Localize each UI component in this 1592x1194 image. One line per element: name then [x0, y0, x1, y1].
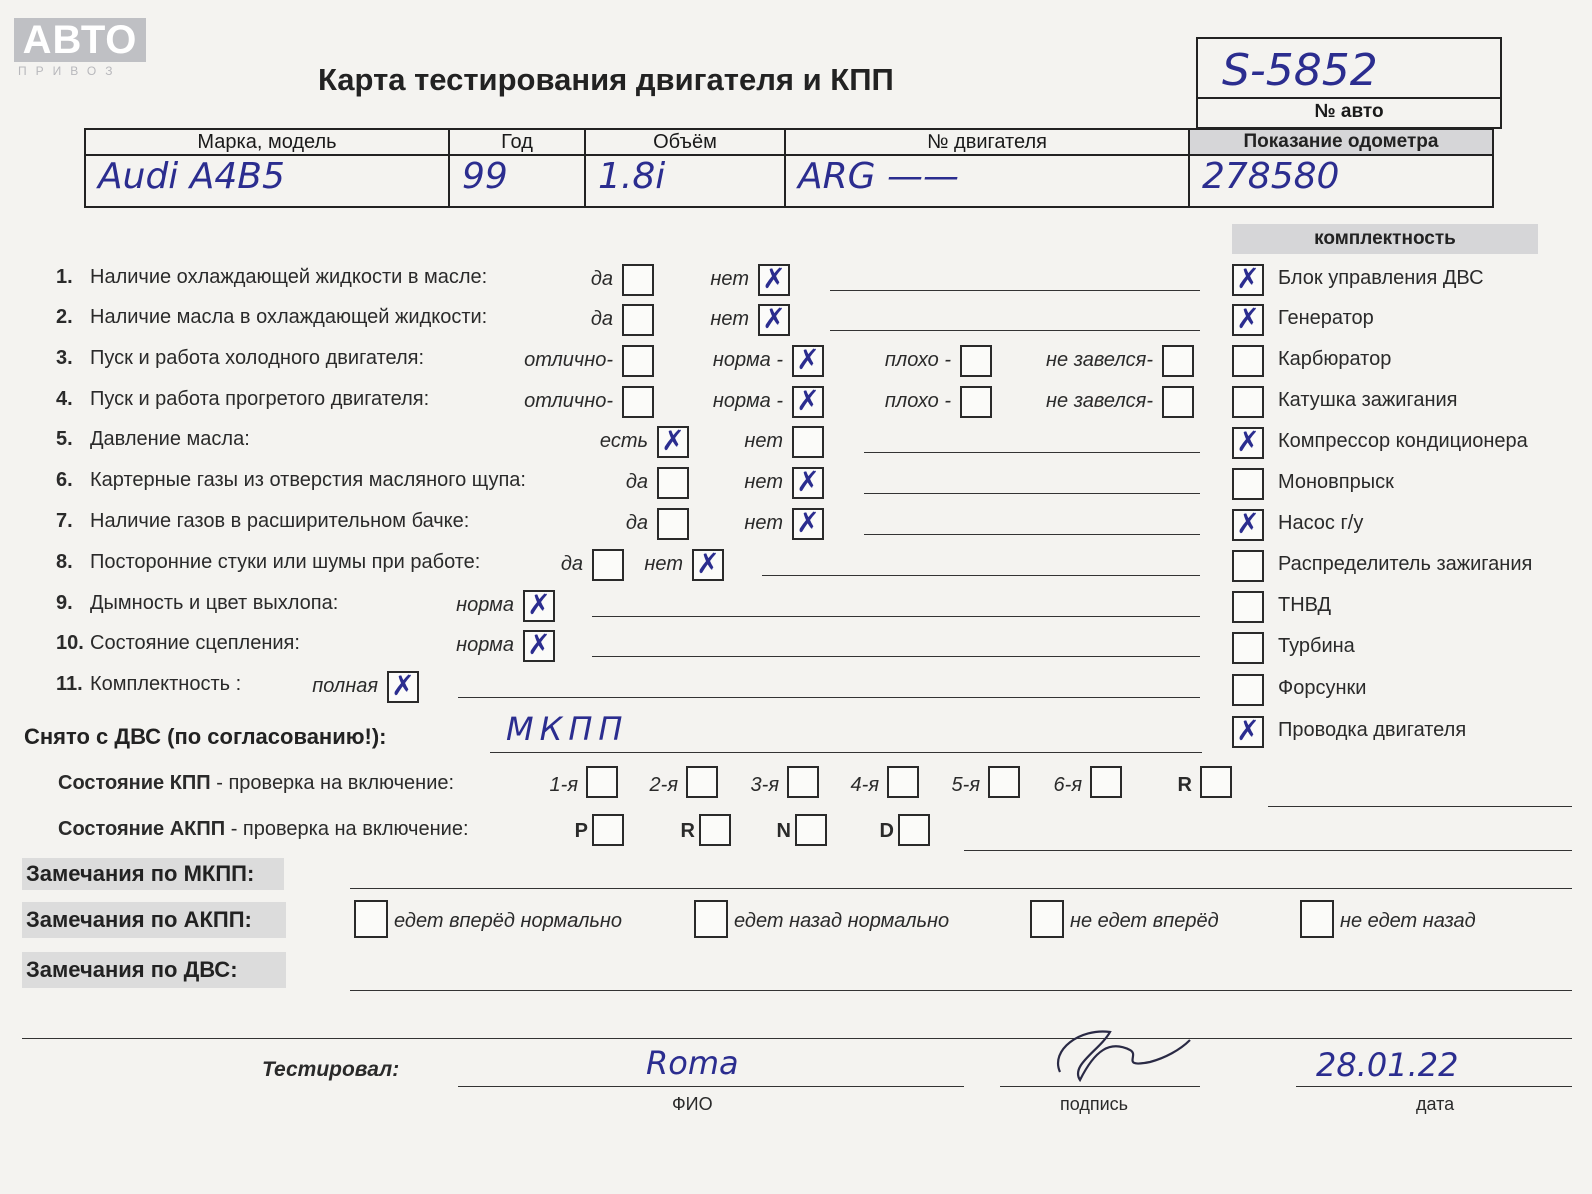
vehicle-header-table	[84, 128, 1494, 208]
check-label: Наличие охлаждающей жидкости в масле:	[90, 266, 488, 288]
option-label: норма	[456, 634, 514, 656]
completeness-checkbox[interactable]	[1232, 427, 1264, 459]
option-checkbox[interactable]	[523, 630, 555, 662]
completeness-checkbox[interactable]	[1232, 591, 1264, 623]
option-checkbox[interactable]	[758, 264, 790, 296]
name-caption: ФИО	[672, 1094, 713, 1114]
check-label: Пуск и работа прогретого двигателя:	[90, 388, 430, 410]
check-mark: ✗	[1236, 425, 1260, 458]
kpp-gear-checkbox[interactable]	[887, 766, 919, 798]
check-number: 5.	[56, 428, 73, 450]
col-volume: Объём	[653, 131, 717, 153]
option-checkbox[interactable]	[592, 549, 624, 581]
akpp-gear-label: D	[879, 820, 894, 842]
check-mark: ✗	[527, 628, 551, 661]
check-label: Состояние сцепления:	[90, 632, 300, 654]
col-engine: № двигателя	[927, 131, 1047, 153]
col-make: Марка, модель	[197, 131, 337, 153]
option-checkbox[interactable]	[1162, 386, 1194, 418]
akpp-remark-label: едет назад нормально	[734, 910, 950, 932]
akpp-label-bold: Состояние АКПП	[58, 818, 226, 840]
completeness-checkbox[interactable]	[1232, 264, 1264, 296]
option-checkbox[interactable]	[622, 386, 654, 418]
completeness-checkbox[interactable]	[1232, 345, 1264, 377]
check-mark: ✗	[391, 669, 415, 702]
remarks-dvs-label: Замечания по ДВС:	[22, 952, 286, 988]
option-checkbox[interactable]	[657, 508, 689, 540]
option-label: отлично-	[524, 390, 613, 412]
completeness-checkbox[interactable]	[1232, 550, 1264, 582]
completeness-item-label: Распределитель зажигания	[1278, 553, 1533, 575]
check-mark: ✗	[762, 262, 786, 295]
tester-name: Roma	[646, 1044, 739, 1082]
option-label: плохо -	[884, 349, 951, 371]
check-number: 9.	[56, 592, 73, 614]
akpp-gear-checkbox[interactable]	[795, 814, 827, 846]
option-checkbox[interactable]	[387, 671, 419, 703]
kpp-gear-label: R	[1177, 774, 1192, 796]
option-checkbox[interactable]	[792, 386, 824, 418]
akpp-gear-checkbox[interactable]	[898, 814, 930, 846]
akpp-gear-checkbox[interactable]	[699, 814, 731, 846]
check-label: Пуск и работа холодного двигателя:	[90, 347, 425, 369]
completeness-checkbox[interactable]	[1232, 468, 1264, 500]
check-number: 4.	[56, 388, 73, 410]
completeness-title: комплектность	[1232, 224, 1538, 254]
answer-line	[458, 697, 1200, 698]
option-label: нет	[710, 268, 749, 290]
sign-caption: подпись	[1060, 1094, 1129, 1114]
option-checkbox[interactable]	[792, 508, 824, 540]
check-number: 6.	[56, 469, 73, 491]
option-checkbox[interactable]	[523, 590, 555, 622]
check-mark: ✗	[796, 506, 820, 539]
akpp-gear-label: R	[680, 820, 695, 842]
akpp-remark-label: не едет вперёд	[1070, 910, 1219, 932]
remarks-akpp-label: Замечания по АКПП:	[22, 902, 286, 938]
completeness-checkbox[interactable]	[1232, 674, 1264, 706]
auto-number-value: S-5852	[1222, 45, 1378, 96]
date-caption: дата	[1416, 1094, 1455, 1114]
option-checkbox[interactable]	[692, 549, 724, 581]
check-number: 8.	[56, 551, 73, 573]
completeness-checkbox[interactable]	[1232, 509, 1264, 541]
akpp-remark-checkbox[interactable]	[1030, 900, 1064, 938]
kpp-label	[58, 772, 454, 795]
completeness-item-label: Компрессор кондиционера	[1278, 430, 1528, 452]
option-label: нет	[744, 430, 783, 452]
check-number: 7.	[56, 510, 73, 532]
kpp-gear-label: 1-я	[549, 774, 578, 796]
value-odometer: 278580	[1202, 156, 1340, 197]
option-checkbox[interactable]	[960, 345, 992, 377]
kpp-gear-label: 2-я	[649, 774, 678, 796]
option-label: не завелся-	[1046, 349, 1153, 371]
akpp-gear-label: N	[776, 820, 791, 842]
check-label: Наличие газов в расширительном бачке:	[90, 510, 470, 532]
option-checkbox[interactable]	[657, 426, 689, 458]
auto-number-box	[1196, 37, 1502, 129]
check-number: 2.	[56, 306, 73, 328]
signature	[1040, 1010, 1200, 1090]
check-number: 3.	[56, 347, 73, 369]
option-label: да	[590, 268, 613, 290]
kpp-gear-label: 3-я	[750, 774, 779, 796]
remarks-mkpp-label: Замечания по МКПП:	[22, 858, 284, 890]
option-checkbox[interactable]	[792, 426, 824, 458]
answer-line	[830, 290, 1200, 291]
check-label: Давление масла:	[90, 428, 250, 450]
kpp-gear-checkbox[interactable]	[586, 766, 618, 798]
check-mark: ✗	[661, 424, 685, 457]
value-year: 99	[462, 156, 508, 197]
answer-line	[864, 493, 1200, 494]
option-label: да	[625, 512, 648, 534]
check-mark: ✗	[1236, 507, 1260, 540]
option-checkbox[interactable]	[622, 264, 654, 296]
option-label: да	[625, 471, 648, 493]
completeness-checkbox[interactable]	[1232, 386, 1264, 418]
check-mark: ✗	[796, 343, 820, 376]
akpp-remark-label: едет вперёд нормально	[394, 910, 623, 932]
logo	[14, 18, 150, 80]
value-volume: 1.8i	[598, 156, 666, 197]
completeness-item-label: Блок управления ДВС	[1278, 267, 1484, 289]
answer-line	[830, 330, 1200, 331]
option-label: нет	[644, 553, 683, 575]
answer-line	[864, 534, 1200, 535]
akpp-gear-checkbox[interactable]	[592, 814, 624, 846]
date-value: 28.01.22	[1316, 1046, 1459, 1084]
akpp-remark-label: не едет назад	[1340, 910, 1476, 932]
completeness-item-label: Моновпрыск	[1278, 471, 1394, 493]
completeness-item-label: Проводка двигателя	[1278, 719, 1467, 741]
kpp-gear-checkbox[interactable]	[1090, 766, 1122, 798]
kpp-gear-label: 6-я	[1053, 774, 1082, 796]
option-label: плохо -	[884, 390, 951, 412]
kpp-gear-checkbox[interactable]	[988, 766, 1020, 798]
check-mark: ✗	[527, 588, 551, 621]
completeness-item-label: Генератор	[1278, 307, 1374, 329]
completeness-checkbox[interactable]	[1232, 716, 1264, 748]
akpp-remark-checkbox[interactable]	[694, 900, 728, 938]
completeness-item-label: Насос г/у	[1278, 512, 1364, 534]
check-label: Дымность и цвет выхлопа:	[90, 592, 339, 614]
option-label: норма -	[712, 390, 783, 412]
option-checkbox[interactable]	[1162, 345, 1194, 377]
option-checkbox[interactable]	[622, 345, 654, 377]
kpp-label-bold: Состояние КПП	[58, 772, 211, 794]
value-make: Audi A4B5	[98, 156, 285, 197]
option-checkbox[interactable]	[657, 467, 689, 499]
col-odometer: Показание одометра	[1190, 130, 1492, 154]
check-label: Картерные газы из отверстия масляного щупа:	[90, 469, 526, 491]
check-label: Посторонние стуки или шумы при работе:	[90, 551, 481, 573]
option-label: отлично-	[524, 349, 613, 371]
removed-label: Снято с ДВС (по согласованию!):	[24, 724, 387, 749]
page-title: Карта тестирования двигателя и КПП	[318, 62, 894, 97]
value-engine: ARG ——	[798, 156, 959, 197]
check-number: 11.	[56, 673, 83, 695]
completeness-item-label: ТНВД	[1278, 594, 1332, 616]
col-year: Год	[501, 131, 533, 153]
completeness-item-label: Турбина	[1278, 635, 1355, 657]
answer-line	[592, 656, 1200, 657]
logo-main-text: АВТО	[14, 18, 146, 62]
kpp-gear-checkbox[interactable]	[686, 766, 718, 798]
akpp-remark-checkbox[interactable]	[354, 900, 388, 938]
option-label: норма -	[712, 349, 783, 371]
check-mark: ✗	[1236, 302, 1260, 335]
check-mark: ✗	[696, 547, 720, 580]
check-number: 1.	[56, 266, 73, 288]
option-checkbox[interactable]	[792, 467, 824, 499]
akpp-label	[58, 818, 469, 841]
answer-line	[762, 575, 1200, 576]
kpp-gear-label: 5-я	[951, 774, 980, 796]
check-mark: ✗	[796, 465, 820, 498]
kpp-gear-label: 4-я	[850, 774, 879, 796]
option-label: нет	[744, 512, 783, 534]
option-label: полная	[312, 675, 378, 697]
akpp-label-rest: - проверка на включение:	[225, 818, 469, 840]
check-mark: ✗	[1236, 714, 1260, 747]
kpp-gear-checkbox[interactable]	[1200, 766, 1232, 798]
check-mark: ✗	[1236, 262, 1260, 295]
completeness-item-label: Карбюратор	[1278, 348, 1392, 370]
option-checkbox[interactable]	[622, 304, 654, 336]
option-label: да	[590, 308, 613, 330]
completeness-item-label: Форсунки	[1278, 677, 1367, 699]
akpp-remark-checkbox[interactable]	[1300, 900, 1334, 938]
completeness-item-label: Катушка зажигания	[1278, 389, 1458, 411]
check-mark: ✗	[796, 384, 820, 417]
akpp-gear-label: P	[574, 820, 588, 842]
option-checkbox[interactable]	[960, 386, 992, 418]
option-label: есть	[599, 430, 648, 452]
check-number: 10.	[56, 632, 84, 654]
completeness-checkbox[interactable]	[1232, 632, 1264, 664]
check-label: Наличие масла в охлаждающей жидкости:	[90, 306, 488, 328]
answer-line	[864, 452, 1200, 453]
option-label: да	[560, 553, 583, 575]
tested-label: Тестировал:	[262, 1058, 400, 1081]
option-label: нет	[710, 308, 749, 330]
kpp-gear-checkbox[interactable]	[787, 766, 819, 798]
logo-sub-text: ПРИВОЗ	[18, 64, 122, 78]
option-checkbox[interactable]	[758, 304, 790, 336]
option-label: нет	[744, 471, 783, 493]
check-mark: ✗	[762, 302, 786, 335]
option-label: не завелся-	[1046, 390, 1153, 412]
removed-value: МКПП	[506, 710, 629, 748]
answer-line	[592, 616, 1200, 617]
check-label: Комплектность :	[90, 673, 242, 695]
kpp-label-rest: - проверка на включение:	[210, 772, 455, 794]
option-label: норма	[456, 594, 514, 616]
completeness-checkbox[interactable]	[1232, 304, 1264, 336]
auto-number-label: № авто	[1314, 101, 1384, 122]
option-checkbox[interactable]	[792, 345, 824, 377]
